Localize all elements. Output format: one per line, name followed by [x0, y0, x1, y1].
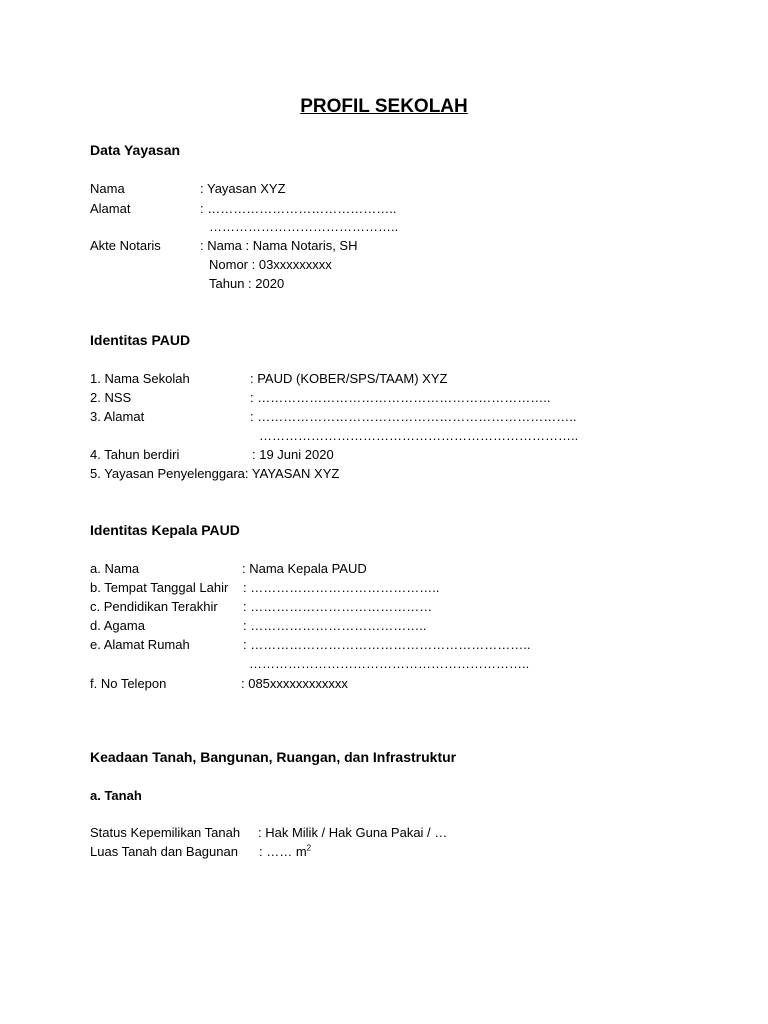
- paud-tahun-value: : 19 Juni 2020: [252, 447, 334, 462]
- kepala-pendidikan-value: : ……………………………………: [243, 599, 433, 614]
- tanah-luas-text: : …… m: [259, 844, 307, 859]
- kepala-telepon-value: : 085xxxxxxxxxxxx: [241, 676, 348, 691]
- yayasan-nama-label: Nama: [90, 181, 125, 196]
- section-heading-kepala: Identitas Kepala PAUD: [90, 522, 240, 538]
- tanah-status-label: Status Kepemilikan Tanah: [90, 825, 241, 840]
- yayasan-akte-label: Akte Notaris: [90, 238, 161, 253]
- yayasan-akte-value-1: : Nama : Nama Notaris, SH: [200, 238, 358, 253]
- kepala-ttl-value: : ……………………………………..: [243, 580, 440, 595]
- paud-nama-value: : PAUD (KOBER/SPS/TAAM) XYZ: [250, 371, 448, 386]
- paud-nama-label: 1. Nama Sekolah: [90, 371, 190, 386]
- yayasan-alamat-value-2: ……………………………………..: [209, 219, 399, 234]
- yayasan-akte-value-2: Nomor : 03xxxxxxxxx: [209, 257, 332, 272]
- paud-yayasan-penyelenggara: 5. Yayasan Penyelenggara: YAYASAN XYZ: [90, 466, 340, 481]
- page-title: PROFIL SEKOLAH: [300, 96, 468, 117]
- yayasan-akte-value-3: Tahun : 2020: [209, 276, 285, 291]
- kepala-nama-value: : Nama Kepala PAUD: [242, 561, 367, 576]
- kepala-agama-value: : …………………………………..: [243, 618, 427, 633]
- kepala-telepon-label: f. No Telepon: [90, 676, 167, 691]
- tanah-luas-value: [259, 844, 311, 860]
- paud-nss-value: : …………………………………………………………..: [250, 390, 551, 405]
- paud-nss-label: 2. NSS: [90, 390, 132, 405]
- section-heading-yayasan: Data Yayasan: [90, 142, 181, 158]
- kepala-pendidikan-label: c. Pendidikan Terakhir: [90, 599, 218, 614]
- paud-alamat-value-1: : ………………………………………………………………..: [250, 409, 577, 424]
- tanah-status-value: : Hak Milik / Hak Guna Pakai / …: [258, 825, 448, 840]
- section-heading-keadaan: Keadaan Tanah, Bangunan, Ruangan, dan Infrastruktur: [90, 749, 457, 765]
- tanah-luas-label: Luas Tanah dan Bagunan: [90, 844, 238, 859]
- kepala-ttl-label: b. Tempat Tanggal Lahir: [90, 580, 229, 595]
- section-heading-paud: Identitas PAUD: [90, 332, 191, 348]
- subsection-heading-tanah: a. Tanah: [90, 788, 142, 803]
- kepala-alamat-value-1: : ………………………………………………………..: [243, 637, 531, 652]
- paud-alamat-value-2: ………………………………………………………………..: [259, 428, 579, 443]
- square-superscript: 2: [306, 843, 312, 853]
- yayasan-alamat-label: Alamat: [90, 201, 131, 216]
- kepala-alamat-value-2: ………………………………………………………..: [249, 656, 530, 671]
- kepala-alamat-label: e. Alamat Rumah: [90, 637, 190, 652]
- kepala-agama-label: d. Agama: [90, 618, 145, 633]
- paud-alamat-label: 3. Alamat: [90, 409, 145, 424]
- paud-tahun-label: 4. Tahun berdiri: [90, 447, 180, 462]
- kepala-nama-label: a. Nama: [90, 561, 140, 576]
- yayasan-alamat-value-1: : ……………………………………..: [200, 201, 397, 216]
- yayasan-nama-value: : Yayasan XYZ: [200, 181, 286, 196]
